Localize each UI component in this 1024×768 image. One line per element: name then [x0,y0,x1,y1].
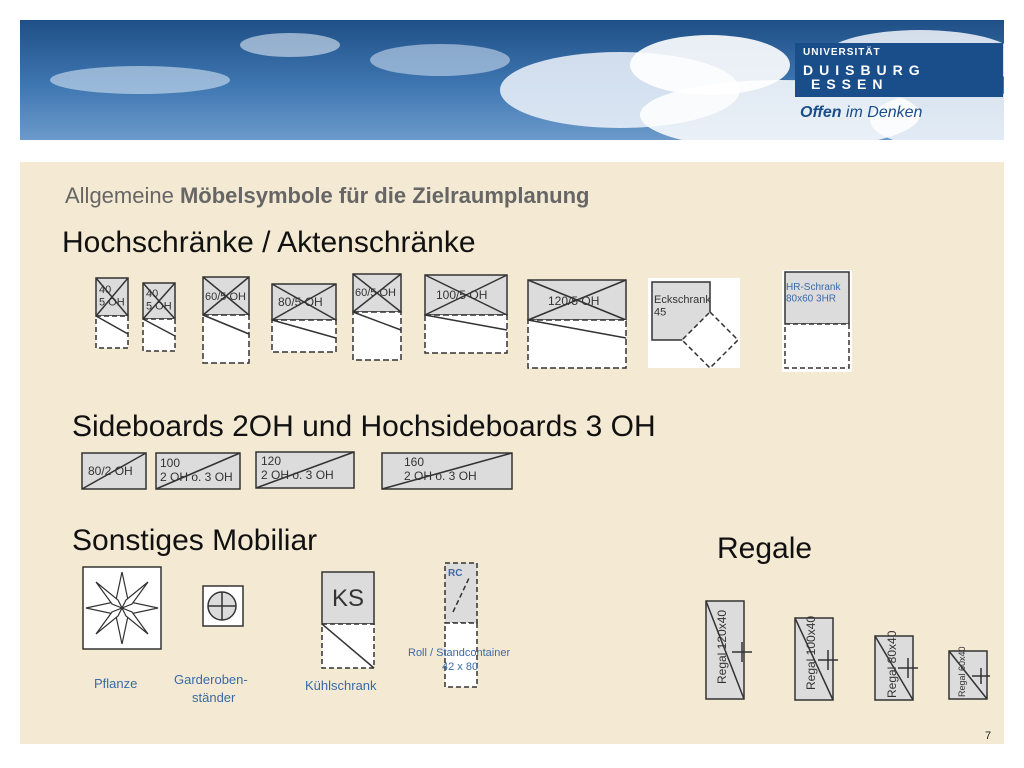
cabinet-symbol [143,283,175,351]
sideboard-symbol [382,453,512,489]
page-number: 7 [985,730,992,742]
label-rollcontainer-2: 42 x 80 [442,661,479,673]
sideboard-label: 160 2 OH o. 3 OH [404,455,477,483]
label-garderobe-1: Garderoben- [174,672,248,687]
section-title-sideboards: Sideboards 2OH und Hochsideboards 3 OH [72,410,656,443]
logo-line-1: UNIVERSITÄT [803,47,881,58]
shelf-label: Regal 100x40 [804,615,818,690]
coat-stand-symbol [203,586,243,626]
shelf-symbol [875,630,918,700]
cabinet-label: 60/5 OH [355,287,396,299]
cabinet-label: 60/5 OH [205,291,246,303]
cabinet-label: 120/5 OH [548,294,600,308]
cabinet-symbol [353,274,401,360]
cabinet-symbol [272,284,336,352]
tagline-rest: im Denken [841,104,923,121]
label-rollcontainer-1: Roll / Standcontainer [408,647,511,659]
label-pflanze: Pflanze [94,676,138,691]
shelf-symbol [706,601,752,699]
cabinet-label: 40 5 OH [99,284,125,309]
tagline-bold: Offen [800,104,842,121]
shelf-symbol [949,646,990,699]
plant-symbol [83,567,161,649]
sideboard-symbol [82,453,146,489]
cabinet-symbol [425,275,507,353]
logo-line-3: ESSEN [811,76,889,92]
shelf-label: Regal 60x40 [957,646,967,697]
shelf-label: Regal 120x40 [715,609,729,684]
section-title-hochschraenke: Hochschränke / Aktenschränke [62,226,476,259]
subtitle-regular: Allgemeine [65,183,180,208]
subtitle-bold: Möbelsymbole für die Zielraumplanung [179,183,590,208]
sideboard-label: 80/2 OH [88,464,133,478]
shelf-symbol [795,616,838,700]
cabinet-label: HR-Schrank 80x60 3HR [786,282,841,305]
cabinet-label: 40 5 OH [146,288,172,313]
cabinet-symbol [96,278,128,348]
roll-container-symbol-label: RC [448,568,463,579]
logo-line-2: DUISBURG [803,62,926,78]
cabinet-symbol [203,277,249,363]
section-title-sonstiges: Sonstiges Mobiliar [72,524,318,557]
cabinet-label: 80/5 OH [278,295,323,309]
fridge-symbol [322,572,374,668]
fridge-symbol-label: KS [332,585,365,612]
sideboard-label: 100 2 OH o. 3 OH [160,456,233,484]
cabinet-symbol [528,280,626,368]
cabinet-label: Eckschrank 45 [654,294,711,319]
shelf-label: Regal 80x40 [885,630,899,698]
corner-cabinet-symbol [648,278,740,368]
sideboard-symbol [156,453,240,489]
label-kuehlschrank: Kühlschrank [305,678,377,693]
sideboard-symbol [256,452,354,488]
sideboard-label: 120 2 OH o. 3 OH [261,454,334,482]
section-title-regale: Regale [717,532,813,565]
label-garderobe-2: ständer [192,690,236,705]
hr-cabinet-symbol [782,270,852,372]
cabinet-label: 100/5 OH [436,288,488,302]
